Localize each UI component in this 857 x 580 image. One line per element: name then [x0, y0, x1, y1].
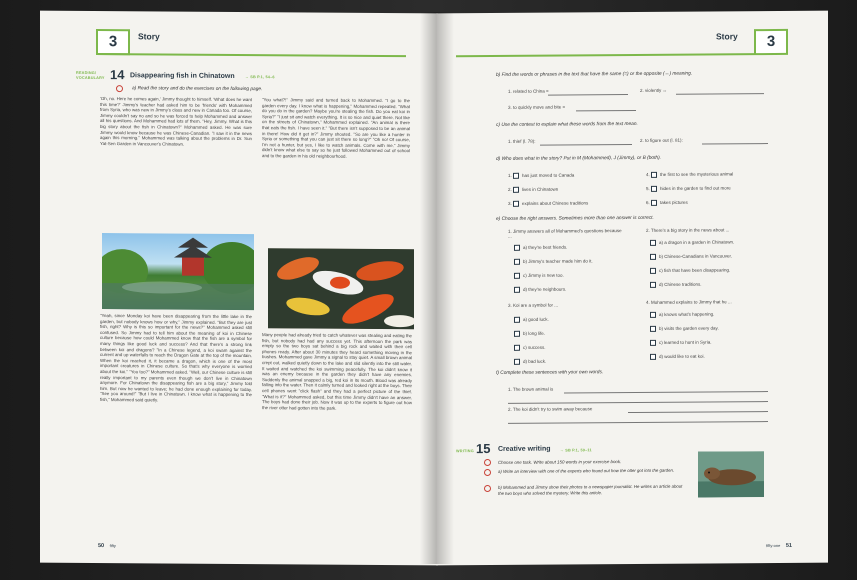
e-q1-opt-a — [514, 244, 567, 250]
answer-box[interactable] — [514, 273, 520, 279]
exercise-ref: → SB P.1, 54–6 — [245, 75, 275, 80]
e-q1-d-text: d) they're neighbours. — [523, 286, 567, 292]
f-answer-line-1b[interactable] — [508, 401, 768, 404]
d-left-2-text: lives in Chinatown — [522, 186, 559, 192]
e-q4-opt-b — [650, 325, 719, 331]
unit-number-box-right: 3 — [754, 29, 788, 55]
page-number: 50 — [98, 543, 105, 550]
e-q2-opt-d — [650, 282, 702, 288]
b-answer-line-1[interactable] — [548, 94, 628, 96]
answer-box[interactable] — [514, 331, 520, 337]
story-column-1-bottom: "Yeah, since Monday koi have been disappearing from the little lake in the garden, but nobody knows how or why," Jimmy explained. "But they are just fish, right? Why is this so important for the news?" Mohammed asked still confused. So Jimmy had to tell him about the meaning of koi in Chinese culture because how could Mohammed know that the fish are a symbol for many things like good luck and success? And that there's a strong link between koi and dragons? "In a Chinese legend, a koi swam against the current and up waterfalls to reach the Dragon Gate at the top of the mountain. When the koi reached it, it became a dragon, which is one of the most important creatures in Chinese culture. So that's why everyone is worried about the koi." "You too?" Mohammed asked. "Well, our Chinese culture is still really important to my parents even though we don't live in Chinatown anymore. For Chinatown the disappearing fish are a big story," Jimmy told him. But now he wanted to leave; he had done enough explaining for today. "See you around!" "But I live in Chinatown. I know what is happening to the fish," Mohammed said quietly. — [100, 313, 252, 403]
story-column-2-bottom: Many people had already tried to catch whatever was stealing and eating the fish, but nobody had had any success yet. This afternoon the park was empty so the two boys sat behind a big rock and waited with their cell phones ready. After about 30 minutes they heard something moving in the bushes. Mohammed gave Jimmy a signal to stay quiet. A small brown animal crept out, walked quietly down to the lake and slid silently into the still water. It waited and watched the koi swimming peacefully. The koi didn't know it was an enemy because in the garden they didn't have any enemies. Suddenly the animal snapped a big, red koi in its mouth. Blood was already falling into the water. Then it calmly turned and looked right at the boys. Their cell phones went "click flash" and they had a perfect picture of the thief. "What is it?" Mohammed asked, but this time Jimmy didn't have an answer. The boys had done their job. Now it was up to the experts to figure out how the river otter had gotten into the park. — [262, 332, 412, 411]
d-left-3-text: explains about Chinese traditions — [522, 200, 589, 206]
d-right-6-text: takes pictures — [660, 199, 688, 205]
e-q2-d-text: d) Chinese traditions. — [659, 281, 702, 287]
e-q1-b-text: b) Jimmy's teacher made him do it. — [523, 258, 593, 264]
e-q3-a-text: a) good luck. — [523, 316, 549, 322]
d-left-1: 1. has just moved to Canada — [508, 172, 575, 179]
b-answer-line-3[interactable] — [576, 110, 636, 111]
section-label: READING/ VOCABULARY — [76, 70, 105, 81]
exercise-title: Disappearing fish in Chinatown — [130, 72, 235, 80]
book-spine — [420, 12, 454, 564]
answer-box[interactable] — [650, 326, 656, 332]
right-page — [436, 11, 828, 566]
e-q3-c-text: c) success. — [523, 344, 546, 350]
exercise-number: 14 — [110, 67, 125, 83]
d-left-3: 3. explains about Chinese traditions — [508, 200, 589, 207]
answer-box[interactable] — [650, 268, 656, 274]
e-q4-c-text: c) learned to hunt in Syria. — [659, 339, 712, 345]
header-rule-right — [456, 53, 754, 57]
e-q3-b-text: b) long life. — [523, 330, 546, 336]
c-answer-line-1[interactable] — [540, 144, 632, 146]
c-answer-line-2[interactable] — [702, 143, 768, 144]
answer-box[interactable] — [514, 259, 520, 265]
left-page — [40, 11, 438, 566]
answer-box[interactable] — [651, 200, 657, 206]
ex15-task-a: a) Write an interview with one of the experts who found out how the otter got into the garden. — [498, 467, 675, 474]
e-q2-c-text: c) fish that have been disappearing. — [659, 267, 731, 273]
page-number-left — [98, 543, 116, 549]
e-q4-d-text: d) would like to eat koi. — [659, 353, 705, 359]
answer-box[interactable] — [514, 359, 520, 365]
answer-box[interactable] — [650, 354, 656, 360]
unit-number-box: 3 — [96, 29, 130, 55]
answer-box[interactable] — [514, 345, 520, 351]
page-word: fifty — [109, 543, 116, 549]
page-number-right — [766, 543, 792, 549]
answer-box[interactable] — [514, 317, 520, 323]
e-q3-opt-c — [514, 345, 546, 351]
exercise-15-ref: → SB P.1, 59–11 — [560, 448, 592, 453]
c-instruction: c) Use the context to explain what these words from the text mean. — [496, 121, 638, 128]
d-right-5-text: hides in the garden to find out more — [660, 185, 731, 191]
d-right-4: 4. the first to see the mysterious animal — [646, 171, 734, 178]
answer-box[interactable] — [514, 245, 520, 251]
b-answer-line-2[interactable] — [676, 93, 764, 95]
b-item-1: 1. related to China = — [508, 88, 549, 94]
exercise-instruction: a) Read the story and do the exercises on the following page. — [132, 86, 263, 93]
story-column-1-top: 'Oh, no. Here he comes again,' Jimmy thought to himself. 'What does he want this time?' Jimmy's teacher had asked him to be 'friends' with Mohammed from Syria, who was new in Jimmy's class and new in Canada too. Of course, Jimmy couldn't say no and so he was forced to help Mohammed and answer all his questions. And Mohammed had lots of them. "Hey, Jimmy. What is this big story about the fish in Chinatown?" Mohammed asked. He was sure Jimmy would know because he was Chinese-Canadian. "I saw it in the news again this morning." Mohammed was talking about the problems in Dr. Sun Yat-Sen Garden in Vancouver's Chinatown. — [100, 96, 252, 147]
e-q2-opt-a — [650, 239, 734, 246]
c-item-1: 1. thief (l. 78): — [508, 138, 536, 144]
e-q4-b-text: b) visits the garden every day. — [659, 325, 719, 331]
f-answer-line-2b[interactable] — [508, 421, 768, 424]
story-column-2-top: "You what?!" Jimmy said and turned back to Mohammed. "I go to the garden every day. I know what is happening," Mohammed repeated. "What do you do in the garden? Maybe you're stealing the fish. Do you eat koi in Syria?" "I just sit and watch everything. It is so nice and quiet there. Not like on the streets of Chinatown," Mohammed explained. "An animal is there that eats the fish. I have seen it." "But there isn't supposed to be an animal in there! How did it get in?" Jimmy shouted. "So are you like a hunter in Syria or something that you can just sit there so long?" "Oh no! Of course, I'm not a hunter, but yes, I like to watch animals. Come with me." Jimmy didn't know what else to say so he just followed Mohammed out of school and to the garden in his old neighbourhood. — [262, 97, 410, 159]
f-answer-line-1[interactable] — [564, 391, 768, 393]
d-left-1-text: has just moved to Canada — [522, 172, 575, 178]
e-q3-opt-b — [514, 331, 545, 337]
e-q1-stem: 1. Jimmy answers all of Mohammed's questions because ... — [508, 228, 622, 239]
answer-box[interactable] — [513, 173, 519, 179]
otter-photo — [698, 451, 764, 497]
d-left-2: 2. lives in Chinatown — [508, 186, 559, 193]
page-number-51: 51 — [785, 542, 792, 549]
e-q4-opt-c — [650, 339, 712, 345]
answer-box[interactable] — [650, 282, 656, 288]
e-q1-a-text: a) they're best friends. — [523, 244, 568, 250]
exercise-15-title: Creative writing — [498, 445, 551, 453]
d-right-5: 5. hides in the garden to find out more — [646, 185, 731, 192]
exercise-15-number: 15 — [476, 440, 491, 457]
checkbox-circle-15c[interactable] — [484, 485, 491, 492]
answer-box[interactable] — [650, 240, 656, 246]
ex15-task-b: b) Mohammed and Jimmy show their photos to a newspaper journalist. He writes an article about the two boys who solved the mystery. Write this article. — [498, 483, 683, 496]
e-q3-d-text: d) bad luck. — [523, 358, 547, 364]
e-instruction: e) Choose the right answers. Sometimes more than one answer is correct. — [496, 215, 654, 222]
answer-box[interactable] — [513, 187, 519, 193]
answer-box[interactable] — [650, 340, 656, 346]
e-q2-b-text: b) Chinese-Canadians in Vancouver. — [659, 253, 732, 259]
f-item-2: 2. The koi didn't try to swim away because — [508, 406, 593, 412]
answer-box[interactable] — [650, 254, 656, 260]
d-right-4-text: the first to see the mysterious animal — [660, 171, 734, 177]
f-instruction: f) Complete these sentences with your own words. — [496, 370, 604, 376]
b-item-3: 3. to quickly move and bite = — [508, 104, 566, 110]
e-q3-stem: 3. Koi are a symbol for ... — [508, 302, 559, 308]
checkbox-circle[interactable] — [116, 85, 123, 92]
e-q4-opt-d — [650, 353, 705, 359]
e-q1-opt-d — [514, 286, 566, 292]
answer-box[interactable] — [651, 172, 657, 178]
e-q4-stem: 4. Mohammed explains to Jimmy that he ... — [646, 299, 732, 305]
e-q2-opt-b — [650, 253, 732, 260]
unit-title-right: Story — [716, 31, 738, 42]
f-answer-line-2[interactable] — [628, 411, 768, 413]
pagoda-garden-photo — [102, 233, 254, 310]
e-q1-opt-b — [514, 258, 593, 265]
f-item-1: 1. The brown animal is — [508, 386, 554, 392]
page-word-right: fifty-one — [766, 542, 781, 549]
b-instruction: b) Find the words or phrases in the text that have the same (=) or the opposite (↔) meaning. — [496, 71, 693, 78]
checkbox-circle-15b[interactable] — [484, 469, 491, 476]
ex15-instruction: Choose one task. Write about 150 words in your exercise book. — [498, 459, 622, 465]
d-instruction: d) Who does what in the story? Put in M (Mohammed), J (Jimmy), or B (both). — [496, 155, 662, 162]
unit-title: Story — [138, 31, 160, 42]
header-rule — [96, 53, 406, 57]
answer-box[interactable] — [514, 287, 520, 293]
e-q3-opt-a — [514, 317, 549, 323]
c-item-2: 2. to figure out (l. 81): — [640, 137, 683, 143]
koi-photo — [268, 248, 414, 329]
d-right-6: 6. takes pictures — [646, 199, 688, 206]
e-q2-opt-c — [650, 267, 730, 274]
checkbox-circle-15a[interactable] — [484, 459, 491, 466]
answer-box[interactable] — [650, 312, 656, 318]
e-q3-opt-d — [514, 359, 546, 365]
answer-box[interactable] — [651, 186, 657, 192]
e-q1-c-text: c) Jimmy is new too. — [523, 272, 564, 278]
e-q4-opt-a — [650, 311, 714, 317]
e-q2-a-text: a) a dragon in a garden in Chinatown. — [659, 239, 735, 245]
answer-box[interactable] — [513, 201, 519, 207]
e-q2-stem: 2. There's a big story in the news about ... — [646, 227, 730, 233]
b-item-2: 2. violently ↔ — [640, 87, 668, 93]
e-q4-a-text: a) knows what's happening. — [659, 311, 715, 317]
writing-label: WRITING — [456, 449, 474, 454]
e-q1-opt-c — [514, 272, 564, 278]
